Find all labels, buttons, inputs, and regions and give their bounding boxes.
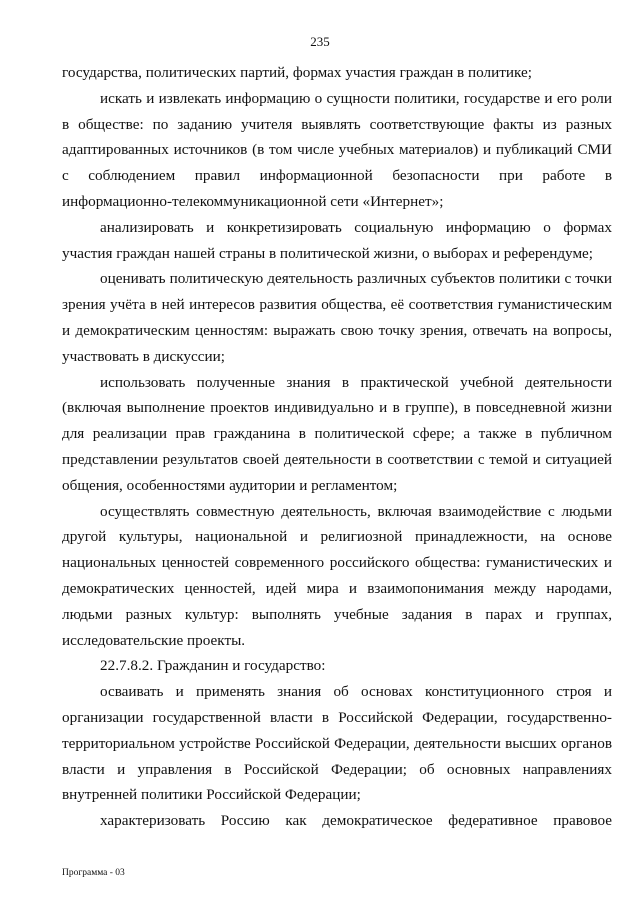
- document-body: [62, 60, 612, 834]
- paragraph-evaluate-activity: оценивать политическую деятельность различных субъектов политики с точки зрения учёта в ней интересов развития общества, её соответствия гуманистическим и демократическим ценностям: выражать свою точку зрения, отвечать на вопросы, участвовать в дискуссии;: [62, 270, 612, 365]
- paragraph-analyze-information: анализировать и конкретизировать социальную информацию о формах участия граждан нашей страны в политической жизни, о выборах и референдуме;: [62, 218, 612, 262]
- paragraph-master-knowledge: осваивать и применять знания об основах конституционного строя и организации государственной власти в Российской Федерации, государственно-территориальном устройстве Российской Федерации, деятельности высших органов власти и управления в Российской Федерации; об основных направлениях внутренней политики Российской Федерации;: [62, 683, 612, 804]
- paragraph-use-knowledge: использовать полученные знания в практической учебной деятельности (включая выполнение проектов индивидуально и в группе), в повседневной жизни для реализации прав гражданина в политической сфере; а также в публичном представлении результатов своей деятельности в соответствии с темой и ситуацией общения, особенностями аудитории и регламентом;: [62, 373, 612, 494]
- page-footer: Программа - 03: [62, 868, 125, 878]
- paragraph-continuation: государства, политических партий, формах участия граждан в политике;: [62, 64, 532, 81]
- paragraph-characterize-russia: характеризовать Россию как демократическое федеративное правовое: [100, 812, 612, 830]
- paragraph-search-information: искать и извлекать информацию о сущности политики, государстве и его роли в обществе: по заданию учителя выявлять соответствующие факты из разных адаптированных источников (в том числе учебных материалов) и публикаций СМИ с соблюдением правил информационной безопасности при работе в информационно-телекоммуникационной сети «Интернет»;: [62, 89, 612, 210]
- page-number: 235: [310, 34, 330, 49]
- section-heading: 22.7.8.2. Гражданин и государство:: [100, 657, 326, 675]
- paragraph-joint-activity: осуществлять совместную деятельность, включая взаимодействие с людьми другой культуры, национальной и религиозной принадлежности, на основе национальных ценностей современного российского общества: гуманистических и демократических ценностей, идей мира и взаимопонимания между народами, людьми разных культур: выполнять учебные задания в парах и группах, исследовательские проекты.: [62, 502, 612, 649]
